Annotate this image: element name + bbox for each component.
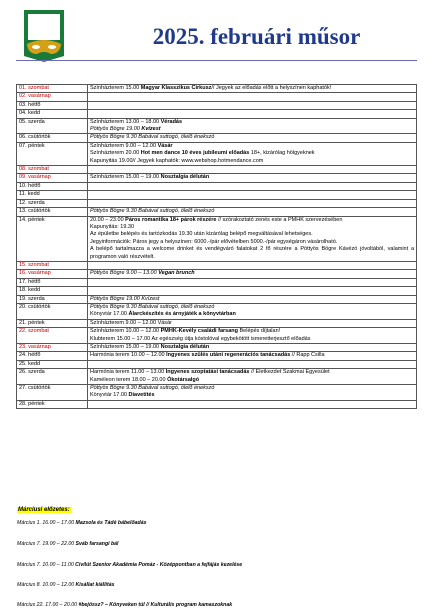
event-line (90, 134, 414, 141)
event-text: Az épületbe belépés és tartózkodás 19.30 után kizárólag belépő megváltásával lehetséges. (90, 231, 313, 238)
event-line (90, 217, 414, 224)
march-item-title: #bejössz? – Könyveken túl // Kulturális program kamaszoknak (78, 602, 233, 608)
event-line (90, 320, 414, 327)
schedule-row (17, 369, 417, 385)
schedule-day: 06. csütörtök (17, 134, 88, 142)
schedule-event (88, 369, 417, 385)
schedule-row (17, 199, 417, 207)
schedule-event (88, 191, 417, 199)
event-text: Álarckészítés és árnyjáték a könyvtárban (128, 311, 236, 318)
schedule-event (88, 101, 417, 109)
schedule-day: 05. szerda (17, 118, 88, 134)
event-line (90, 143, 414, 150)
schedule-row (17, 166, 417, 174)
event-text: Véradás (160, 118, 183, 125)
schedule-row (17, 400, 417, 408)
schedule-row (17, 278, 417, 286)
title-divider (16, 60, 417, 61)
page-title: 2025. februári műsor (152, 24, 361, 49)
event-text: PMHK-Kevély családi farsang (160, 328, 238, 335)
march-item-title: Kisállat kiállítás (75, 582, 115, 588)
schedule-event (88, 344, 417, 352)
event-text: Belépés díjtalan! (237, 328, 281, 335)
event-text: Pöttyös Bögre 19.00 (90, 126, 142, 133)
event-line (90, 174, 414, 181)
schedule-day: 11. kedd (17, 191, 88, 199)
schedule-row (17, 287, 417, 295)
event-text: Kapunyitás 19.00// Jegyek kaphatók: www.webshop.hotmendance.com (90, 157, 264, 164)
schedule-day: 19. szerda (17, 295, 88, 303)
event-line (90, 246, 414, 261)
schedule-day: 25. kedd (17, 360, 88, 368)
schedule-row (17, 360, 417, 368)
event-line (90, 344, 414, 351)
schedule-event (88, 385, 417, 401)
schedule-row (17, 344, 417, 352)
event-text: Páros romantika 18+ párok részére (125, 216, 217, 223)
event-text: Színházterem 9.00 – 12.00 (90, 142, 158, 149)
schedule-day: 21. péntek (17, 319, 88, 327)
schedule-event (88, 166, 417, 174)
event-text: // Rapp Csilla (290, 352, 325, 359)
event-text: // Jegyek az előadás előtt a helyszínen kaphatók! (211, 85, 332, 91)
event-text: Nosztalgia délután (160, 174, 210, 181)
schedule-day: 16. vasárnap (17, 270, 88, 278)
schedule-event (88, 199, 417, 207)
event-text: Színházterem 10.00 – 12.00 (90, 328, 161, 335)
event-line (90, 231, 414, 238)
schedule-row (17, 385, 417, 401)
event-text: Kapunyitás: 19.30 (90, 223, 135, 230)
event-text: Színházterem 15.00 (90, 85, 141, 91)
event-text: Színházterem 15.00 – 19.00 (90, 174, 161, 181)
event-line (90, 311, 414, 318)
schedule-event (88, 352, 417, 360)
schedule-event (88, 208, 417, 216)
schedule-day: 15. szombat (17, 261, 88, 269)
event-text: Vegan brunch (158, 270, 195, 277)
schedule-day: 03. hétfő (17, 101, 88, 109)
schedule-event (88, 134, 417, 142)
schedule-day: 17. hétfő (17, 278, 88, 286)
schedule-event (88, 93, 417, 101)
schedule-day: 01. szombat (17, 85, 88, 93)
event-line (90, 392, 414, 399)
schedule-row (17, 261, 417, 269)
schedule-row (17, 134, 417, 142)
march-item-date: Március 1. 16.00 – 17.00 (17, 520, 76, 526)
march-item-date: Március 7. 10.00 – 11.00 (17, 562, 76, 568)
schedule-event (88, 303, 417, 319)
march-heading: Márciusi előzetes: (18, 507, 70, 513)
event-text: 20.00 – 23.00 (90, 216, 126, 223)
schedule-row (17, 101, 417, 109)
march-item-title: Sváb farsangi bál (75, 541, 119, 547)
schedule-day: 14. péntek (17, 216, 88, 261)
schedule-day: 20. csütörtök (17, 303, 88, 319)
schedule-event (88, 287, 417, 295)
event-line (90, 270, 414, 277)
schedule-row (17, 319, 417, 327)
event-text: // szórakoztató zenés este a PMHK szervezésében (216, 216, 343, 223)
event-text: Színházterem 15.00 – 19.00 (90, 344, 161, 350)
schedule-row (17, 208, 417, 216)
event-text: Pöttyös Bögre 9.30 Babával suttogó, ölelő énekszó (90, 134, 215, 141)
march-item-date: Március 7. 19.00 – 22.00 (17, 541, 76, 547)
schedule-event (88, 270, 417, 278)
event-text: Klubterem 15.00 – 17.00 Az egészség útja kóstolóval egybekötött ismeretterjesztő előadás (90, 335, 311, 342)
event-line (90, 119, 414, 126)
schedule-day: 28. péntek (17, 400, 88, 408)
schedule-body (17, 85, 417, 409)
event-text: Kaméleon terem 18.00 – 20.00 (90, 376, 168, 383)
schedule-row (17, 93, 417, 101)
schedule-row (17, 352, 417, 360)
schedule-day: 07. péntek (17, 142, 88, 165)
schedule-event (88, 85, 417, 93)
event-text: Pöttyös Bögre 9.30 Babával suttogó, ölelő énekszó (90, 385, 215, 392)
schedule-table (16, 84, 417, 409)
schedule-event (88, 278, 417, 286)
event-text: Harmónia terem 11.00 – 13.00 (90, 369, 166, 376)
schedule-row (17, 182, 417, 190)
schedule-day: 10. hétfő (17, 182, 88, 190)
schedule-day: 24. hétfő (17, 352, 88, 360)
schedule-day: 02. vasárnap (17, 93, 88, 101)
event-text: Diavetítés (128, 392, 155, 399)
march-item (17, 541, 119, 547)
event-line (90, 224, 414, 231)
event-line (90, 126, 414, 133)
march-item-date: Március 22. 17.00 – 20.00 (17, 602, 79, 608)
schedule-event (88, 295, 417, 303)
march-item (17, 582, 114, 588)
event-text: Harmónia terem 10.00 – 12.00 (90, 352, 167, 359)
schedule-event (88, 110, 417, 118)
schedule-event (88, 216, 417, 261)
schedule-day: 04. kedd (17, 110, 88, 118)
event-text: Pöttyös Bögre 19.00 Kvízest (90, 295, 160, 302)
schedule-day: 22. szombat (17, 328, 88, 344)
event-text: // Életkezdet Szakmai Egyesület (249, 369, 330, 376)
event-line (90, 369, 414, 376)
march-item (17, 562, 242, 568)
event-line (90, 385, 414, 392)
schedule-day: 26. szerda (17, 369, 88, 385)
march-item (17, 520, 146, 526)
event-text: Pöttyös Bögre 9.00 – 13.00 (90, 270, 159, 277)
schedule-row (17, 142, 417, 165)
march-item-title: Civilút Szenior Akadémia Pomáz - Középpontban a fejfájás kezelése (75, 562, 243, 568)
schedule-day: 09. vasárnap (17, 174, 88, 182)
schedule-row (17, 191, 417, 199)
event-line (90, 158, 414, 165)
march-item-date: Március 8. 10.00 – 12.00 (17, 582, 76, 588)
event-text: Ingyenes szülés utáni regenerációs tanácsadás (166, 352, 291, 359)
event-text: Vásár (157, 142, 173, 149)
event-text: Pöttyös Bögre 9.30 Babával suttogó, ölelő énekszó (90, 303, 215, 310)
event-line (90, 85, 414, 92)
schedule-day: 12. szerda (17, 199, 88, 207)
schedule-row (17, 270, 417, 278)
schedule-event (88, 360, 417, 368)
event-text: Könyvtár 17.00 (90, 311, 129, 318)
schedule-row (17, 295, 417, 303)
schedule-row (17, 328, 417, 344)
schedule-row (17, 174, 417, 182)
march-item-title: Mazsola és Tádé bábelőadás (75, 520, 147, 526)
event-text: Ingyenes szoptatási tanácsadás (165, 369, 250, 376)
schedule-event (88, 328, 417, 344)
event-text: A belépő tartalmazza a welcome drinket és vendégváró falatokat 2 fő részére a Pöttyös Bögre Kávézó jóvoltából, valamint a programon való részvételt. (90, 246, 414, 260)
event-text: Könyvtár 17.00 (90, 392, 129, 399)
event-text: Színházterem 20.00 (90, 150, 141, 157)
schedule-day: 23. vasárnap (17, 344, 88, 352)
march-item (17, 602, 232, 608)
event-text: Színházterem 13.00 – 18.00 (90, 118, 161, 125)
event-line (90, 208, 414, 215)
schedule-day: 13. csütörtök (17, 208, 88, 216)
event-text: Jegyinformációk: Páros jegy a helyszínen: 6000.-/pár elővételben 5000.-/pár egységáron vásárolható. (90, 238, 338, 245)
schedule-event (88, 142, 417, 165)
event-text: Ókotársalgó (167, 376, 200, 383)
event-line (90, 352, 414, 359)
schedule-row (17, 118, 417, 134)
schedule-row (17, 85, 417, 93)
schedule-event (88, 261, 417, 269)
schedule-row (17, 110, 417, 118)
schedule-event (88, 319, 417, 327)
schedule-day: 18. kedd (17, 287, 88, 295)
event-text: 18+, kizárólag hölgyeknek (249, 150, 315, 157)
schedule-event (88, 118, 417, 134)
event-line (90, 328, 414, 335)
event-text: Kvízest (141, 126, 161, 133)
schedule-day: 27. csütörtök (17, 385, 88, 401)
event-line (90, 296, 414, 303)
event-text: Hot men dance 10 éves jubileumi előadás (140, 150, 250, 157)
event-text: Nosztalgia délután (160, 344, 210, 350)
schedule-row (17, 303, 417, 319)
event-line (90, 377, 414, 384)
schedule-event (88, 182, 417, 190)
schedule-event (88, 400, 417, 408)
event-line (90, 239, 414, 246)
event-line (90, 336, 414, 343)
event-line (90, 150, 414, 157)
event-text: Pöttyös Bögre 9.30 Babával suttogó, ölelő énekszó (90, 208, 215, 215)
schedule-day: 08. szombat (17, 166, 88, 174)
schedule-row (17, 216, 417, 261)
event-text: Magyar Klasszikus Cirkusz (140, 85, 212, 91)
event-text: Színházterem 9.00 – 12.00 Vásár (90, 319, 172, 326)
schedule-event (88, 174, 417, 182)
